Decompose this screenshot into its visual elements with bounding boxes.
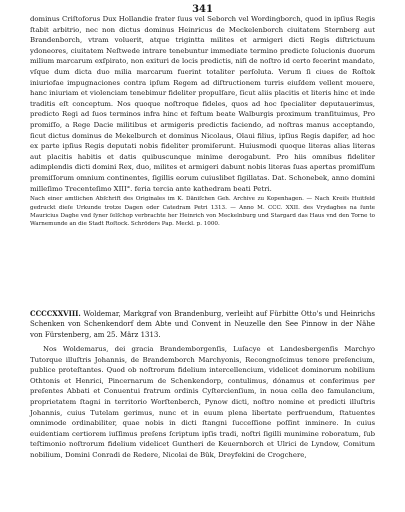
previous-document-body	[30, 14, 375, 229]
source-note: Nach einer amtlichen Abſchrift des Originales im K. Däniſchen Geh. Archive zu Kopenhagen. — Nach Kreiſs Huitfeld gedruckt dieſe Urkunde trotze Dagen oder Catedram Petri 1313. — Anno M. CCC. XXII. des Vrydaghes na ſunte Mauricius Daghe vnd ſyner ſelſchop verbrachte her Heinrich von Meckelnburg und Stargard das Haus vnd den Torne to Warnemunde an die Stadt Roſtock. Schröders Pap. Meckl. p. 1000.	[30, 196, 375, 228]
page-number: 341	[192, 4, 213, 15]
document-number: CCCCXXVIII.	[30, 309, 81, 318]
document-body: Nos Woldemarus, dei gracia Brandemborgenſis, Luſacye et Landesbergenſis Marchyo Tutorque illuſtris Johannis, de Brandemborch Marchyonis, Recongnoſcimus tenore preſencium, publice proteſtantes. Quod ob noſtrorum fidelium intercellencium, videlicet dominorum nobilium Othtonis et Henrici, Pincernarum de Schenkendorp, contulimus, dónamus et conferimus per preſentes Abbati et Conuentui fratrum ordinis Cyſtercienſium, in noua cella deo famulancium, proprietatem ſtagni in territorio Worſtenberch, Pynow dicti, noſtro nomine et predicti illuſtris Johannis, cuius Tutelam gerimus, nunc et in euum plena libertate perfruendum, ſtatuentes omnimode ordinabiliter, quae nobis in dicti ſtangni ſucceſſione poſſint inminere. In cuius euidentiam certiorem iuſſimus preſens ſcriptum ipſis tradi, noſtri ſigilli munimine roboratum, ſub teſtimonio noſtrorum fidelium videlicet Guntheri de Keuernborch et Ulrici de Lyndow, Comitum nobilium, Domini Conradi de Redere, Nicolai de Bük, Dreyfekini de Crogchere,	[30, 345, 375, 459]
document-heading	[30, 309, 375, 340]
previous-document-text: dominus Criſtoforus Dux Hollandie frater ſuus vel Seborch vel Wordingborch, quod in ipſius Regis ſtabit arbitrio, nec non dictus dominus Heinricus de Meckelenborch ciuitatem Sternberg aut Brandenborch, vtram voluerit, atque trigintta milites et armigeri dicti Regis diſtrictuum ydoneores, ciuitatem Neſtwede intrare tenebuntur immediate termino predicte ſolucionis duorum milium marcarum exſpirato, non exituri de locis predictis, niſi de noſtro id certo fecerint mandato, vſque dum dicta duo milia marcarum fuerint totaliter perſoluta. Verum ſi ciues de Roſtok iniuriofae impugnaciones contra ipſum Regem ad diſtructionem turris eiuſdem vellent mouere, hanc iniuriam et violenciam tenebimur fideliter propulſare, ſicut aliis placitis et literis hinc et inde traditis eſt conceptum. Nos quoque noſtroque fideles, quos ad hoc ſpecialiter deputauerimus, predicto Regi ad ſuos terminos infra hinc et feſtum beate Walburgis proximum tranſituimus, Pro promiſſo, a Rege Dacie militibus et armigeris predictis faciendo, ad noſtras manus acceptando, ſicut dictus dominus de Mekelburch et dominus Nicolaus, Olaui filius, ipſius Regis dapifer, ad hoc ex parte ipſius Regis deputati nobis fideliter promiſerunt. Huiusmodi quoque literas alias literas aut placitis habitis et datis quibuscunque minime derogabunt. Pro hiis omnibus fideliter adimplendis dicti domini Rex, duo, milites et armigeri dabunt nobis literas ſuas apertas promiſſum premiſſorum omnium continentes, ſigillis eorum cuiuslibet ſigillatas. Dat. Schonebek, anno domini milleſimo Trecenteſimo XIII°. feria tercia ante kathedram beati Petri.	[30, 15, 375, 193]
document-title: Woldemar, Markgraf von Brandenburg, verleiht auf Fürbitte Otto's und Heinrichs Schenken von Schenkendorf dem Abte und Convent in Neuzelle den See Pinnow in der Nähe von Fürstenberg, am 25. März 1313.	[30, 310, 375, 339]
